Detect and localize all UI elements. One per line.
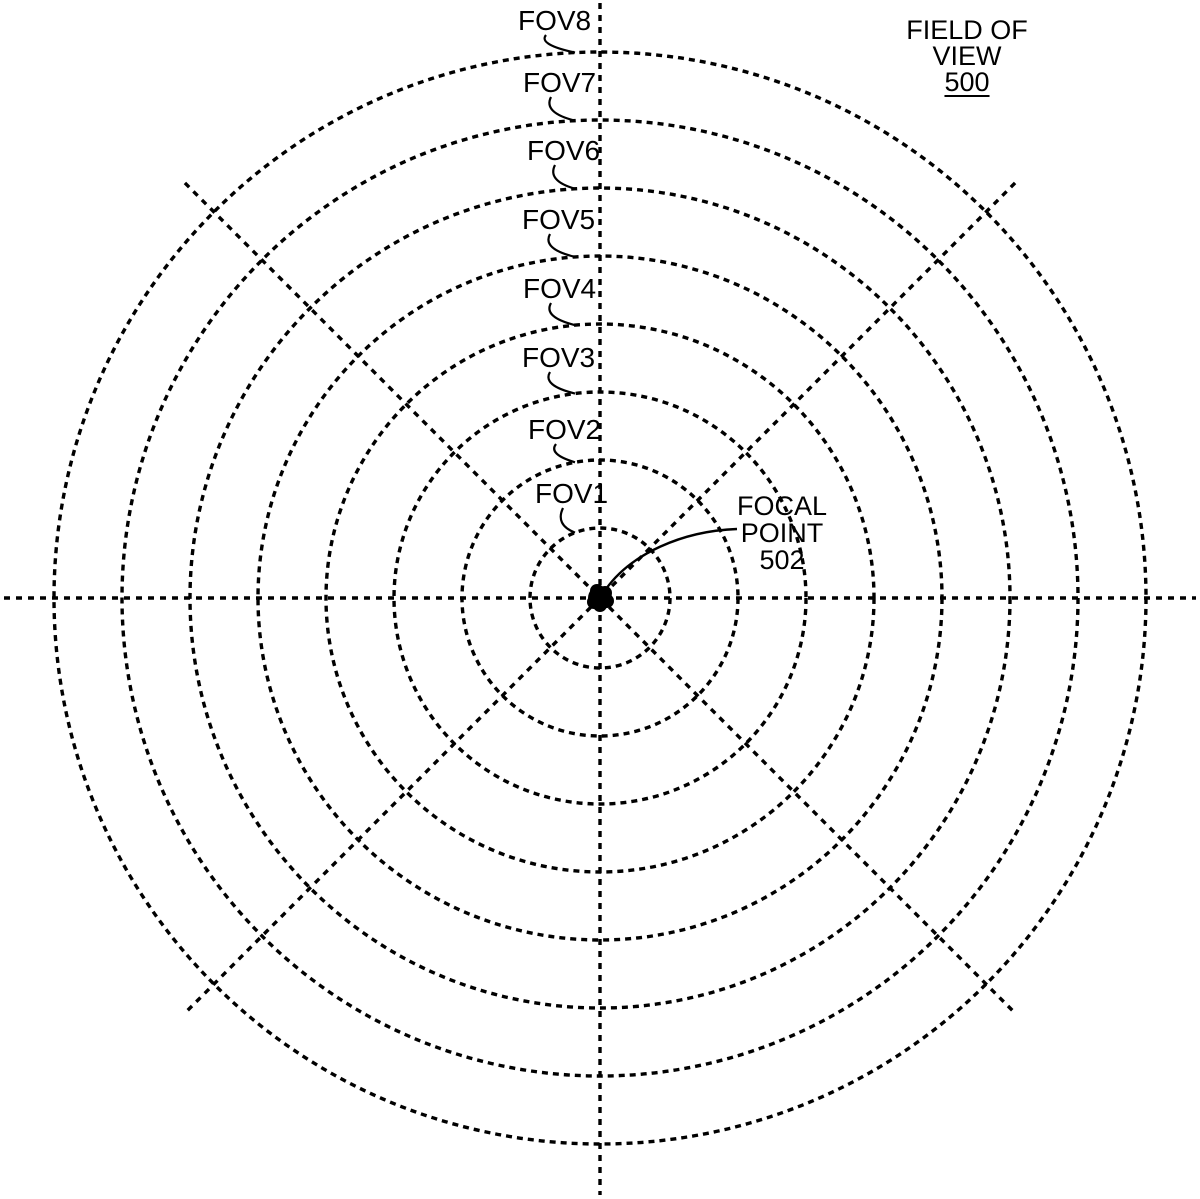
figure-title-line2: VIEW	[932, 41, 1002, 71]
ring-label-fov3: FOV3	[522, 342, 596, 373]
ring-label-fov8: FOV8	[518, 5, 592, 36]
focal-label-line2: POINT	[740, 518, 824, 548]
ring-label-fov6: FOV6	[527, 135, 601, 166]
ring-label-fov5: FOV5	[522, 204, 596, 235]
focal-ref-number: 502	[759, 545, 805, 575]
ring-label-fov2: FOV2	[528, 414, 602, 445]
ring-leader-fov4	[549, 303, 575, 325]
focal-point-dot-part	[598, 586, 612, 600]
figure-title-line1: FIELD OF	[906, 15, 1028, 45]
ring-leader-fov8	[545, 35, 575, 53]
ring-leader-fov3	[548, 372, 575, 394]
figure-title	[872, 17, 1062, 95]
figure-title-ref	[872, 69, 1062, 95]
ring-leader-fov6	[553, 165, 575, 189]
ring-label-fov1: FOV1	[535, 478, 609, 509]
focal-point-dot-part	[593, 598, 607, 612]
ring-label-fov7: FOV7	[523, 67, 597, 98]
focal-point-leader	[606, 529, 737, 589]
focal-label-line1: FOCAL	[736, 491, 828, 521]
ring-leader-fov5	[548, 234, 575, 257]
ring-leader-fov2	[554, 444, 575, 462]
ring-leader-fov7	[549, 97, 575, 121]
focal-point-label	[722, 493, 842, 574]
ring-leader-fov1	[561, 508, 575, 533]
ring-label-fov4: FOV4	[523, 273, 597, 304]
figure-ref-number: 500	[944, 67, 990, 97]
